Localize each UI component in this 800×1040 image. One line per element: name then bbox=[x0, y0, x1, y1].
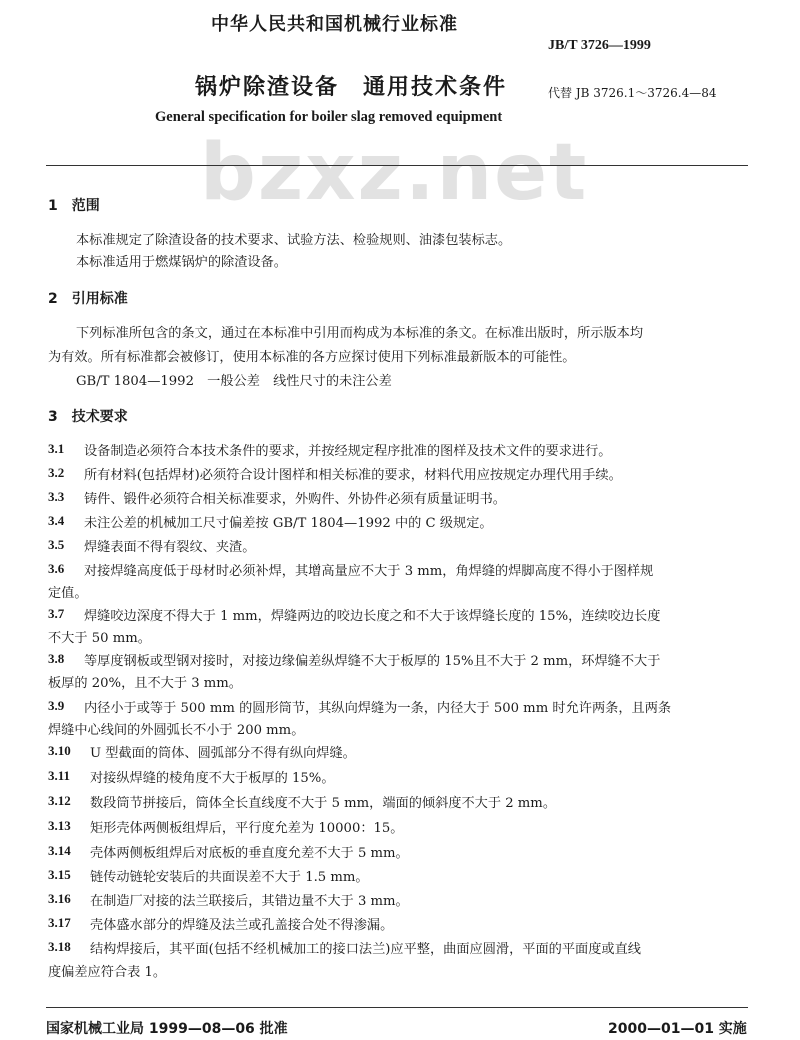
standard-number: JB/T 3726—1999 bbox=[548, 38, 651, 53]
clause-number: 3.14 bbox=[48, 843, 71, 858]
clause-text: 焊缝表面不得有裂纹、夹渣。 bbox=[84, 540, 256, 555]
section-1-paragraph-1: 本标准规定了除渣设备的技术要求、试验方法、检验规则、油漆包装标志。 bbox=[76, 233, 512, 248]
clause-text: U 型截面的筒体、圆弧部分不得有纵向焊缝。 bbox=[90, 746, 356, 761]
clause-text: 数段筒节拼接后，筒体全长直线度不大于 5 mm，端面的倾斜度不大于 2 mm。 bbox=[90, 796, 557, 811]
clause-number: 3.17 bbox=[48, 915, 71, 930]
clause-text: 矩形壳体两侧板组焊后，平行度允差为 10000：15。 bbox=[90, 821, 404, 836]
clause-number: 3.3 bbox=[48, 489, 65, 504]
clause-number: 3.15 bbox=[48, 867, 71, 882]
clause-text: 在制造厂对接的法兰联接后，其错边量不大于 3 mm。 bbox=[90, 894, 409, 909]
clause-text: 壳体盛水部分的焊缝及法兰或孔盖接合处不得渗漏。 bbox=[90, 918, 394, 933]
clause-text: 对接纵焊缝的棱角度不大于板厚的 15%。 bbox=[90, 771, 335, 786]
referenced-standard: GB/T 1804—1992 一般公差 线性尺寸的未注公差 bbox=[76, 374, 392, 389]
clause-number: 3.18 bbox=[48, 939, 71, 954]
clause-number: 3.10 bbox=[48, 743, 71, 758]
section-2-paragraph-line-2: 为有效。所有标准都会被修订，使用本标准的各方应探讨使用下列标准最新版本的可能性。 bbox=[48, 350, 576, 365]
clause-text: 未注公差的机械加工尺寸偏差按 GB/T 1804—1992 中的 C 级规定。 bbox=[84, 516, 493, 531]
clause-number: 3.1 bbox=[48, 441, 65, 456]
section-2-paragraph-line-1: 下列标准所包含的条文，通过在本标准中引用而构成为本标准的条文。在标准出版时，所示版本均 bbox=[76, 326, 644, 341]
clause-number: 3.6 bbox=[48, 561, 65, 576]
approval-date: 国家机械工业局 1999—08—06 批准 bbox=[46, 1021, 288, 1037]
clause-text: 内径小于或等于 500 mm 的圆形筒节，其纵向焊缝为一条，内径大于 500 mm 时允许两条，且两条 bbox=[84, 701, 672, 716]
industry-standard-title: 中华人民共和国机械行业标准 bbox=[211, 14, 458, 35]
clause-text-continued: 焊缝中心线间的外圆弧长不小于 200 mm。 bbox=[48, 723, 305, 738]
clause-number: 3.2 bbox=[48, 465, 65, 480]
clause-text: 壳体两侧板组焊后对底板的垂直度允差不大于 5 mm。 bbox=[90, 846, 409, 861]
document-title: 锅炉除渣设备 通用技术条件 bbox=[195, 75, 508, 100]
clause-text: 对接焊缝高度低于母材时必须补焊，其增高量应不大于 3 mm，角焊缝的焊脚高度不得小于图样规 bbox=[84, 564, 654, 579]
clause-number: 3.7 bbox=[48, 606, 65, 621]
clause-number: 3.8 bbox=[48, 651, 65, 666]
clause-text: 设备制造必须符合本技术条件的要求，并按经规定程序批准的图样及技术文件的要求进行。 bbox=[84, 444, 612, 459]
clause-text: 焊缝咬边深度不得大于 1 mm，焊缝两边的咬边长度之和不大于该焊缝长度的 15%，连续咬边长度 bbox=[84, 609, 661, 624]
clause-text-continued: 度偏差应符合表 1。 bbox=[48, 965, 167, 980]
clause-number: 3.13 bbox=[48, 818, 71, 833]
section-3-heading: 3 技术要求 bbox=[48, 409, 128, 425]
clause-number: 3.4 bbox=[48, 513, 65, 528]
clause-text-continued: 不大于 50 mm。 bbox=[48, 631, 151, 646]
clause-text: 等厚度钢板或型钢对接时，对接边缘偏差纵焊缝不大于板厚的 15%且不大于 2 mm，环焊缝不大于 bbox=[84, 654, 661, 669]
clause-text: 铸件、锻件必须符合相关标准要求，外购件、外协件必须有质量证明书。 bbox=[84, 492, 506, 507]
clause-text: 所有材料(包括焊材)必须符合设计图样和相关标准的要求，材料代用应按规定办理代用手续。 bbox=[84, 468, 622, 483]
section-1-heading: 1 范围 bbox=[48, 198, 100, 214]
clause-number: 3.16 bbox=[48, 891, 71, 906]
footer-divider bbox=[46, 1007, 748, 1008]
replaces-note: 代替 JB 3726.1～3726.4—84 bbox=[548, 86, 717, 100]
english-title: General specification for boiler slag removed equipment bbox=[155, 109, 503, 125]
implementation-date: 2000—01—01 实施 bbox=[608, 1021, 747, 1037]
header-divider bbox=[46, 165, 748, 166]
clause-number: 3.11 bbox=[48, 768, 71, 783]
clause-text: 链传动链轮安装后的共面误差不大于 1.5 mm。 bbox=[90, 870, 369, 885]
clause-number: 3.9 bbox=[48, 698, 65, 713]
section-2-heading: 2 引用标准 bbox=[48, 291, 128, 307]
clause-text-continued: 定值。 bbox=[48, 586, 88, 601]
clause-text: 结构焊接后，其平面(包括不经机械加工的接口法兰)应平整，曲面应圆滑，平面的平面度或直线 bbox=[90, 942, 641, 957]
clause-text-continued: 板厚的 20%，且不大于 3 mm。 bbox=[48, 676, 242, 691]
section-1-paragraph-2: 本标准适用于燃煤锅炉的除渣设备。 bbox=[76, 255, 287, 270]
watermark: bzxz.net bbox=[200, 128, 589, 218]
clause-number: 3.5 bbox=[48, 537, 65, 552]
clause-number: 3.12 bbox=[48, 793, 71, 808]
